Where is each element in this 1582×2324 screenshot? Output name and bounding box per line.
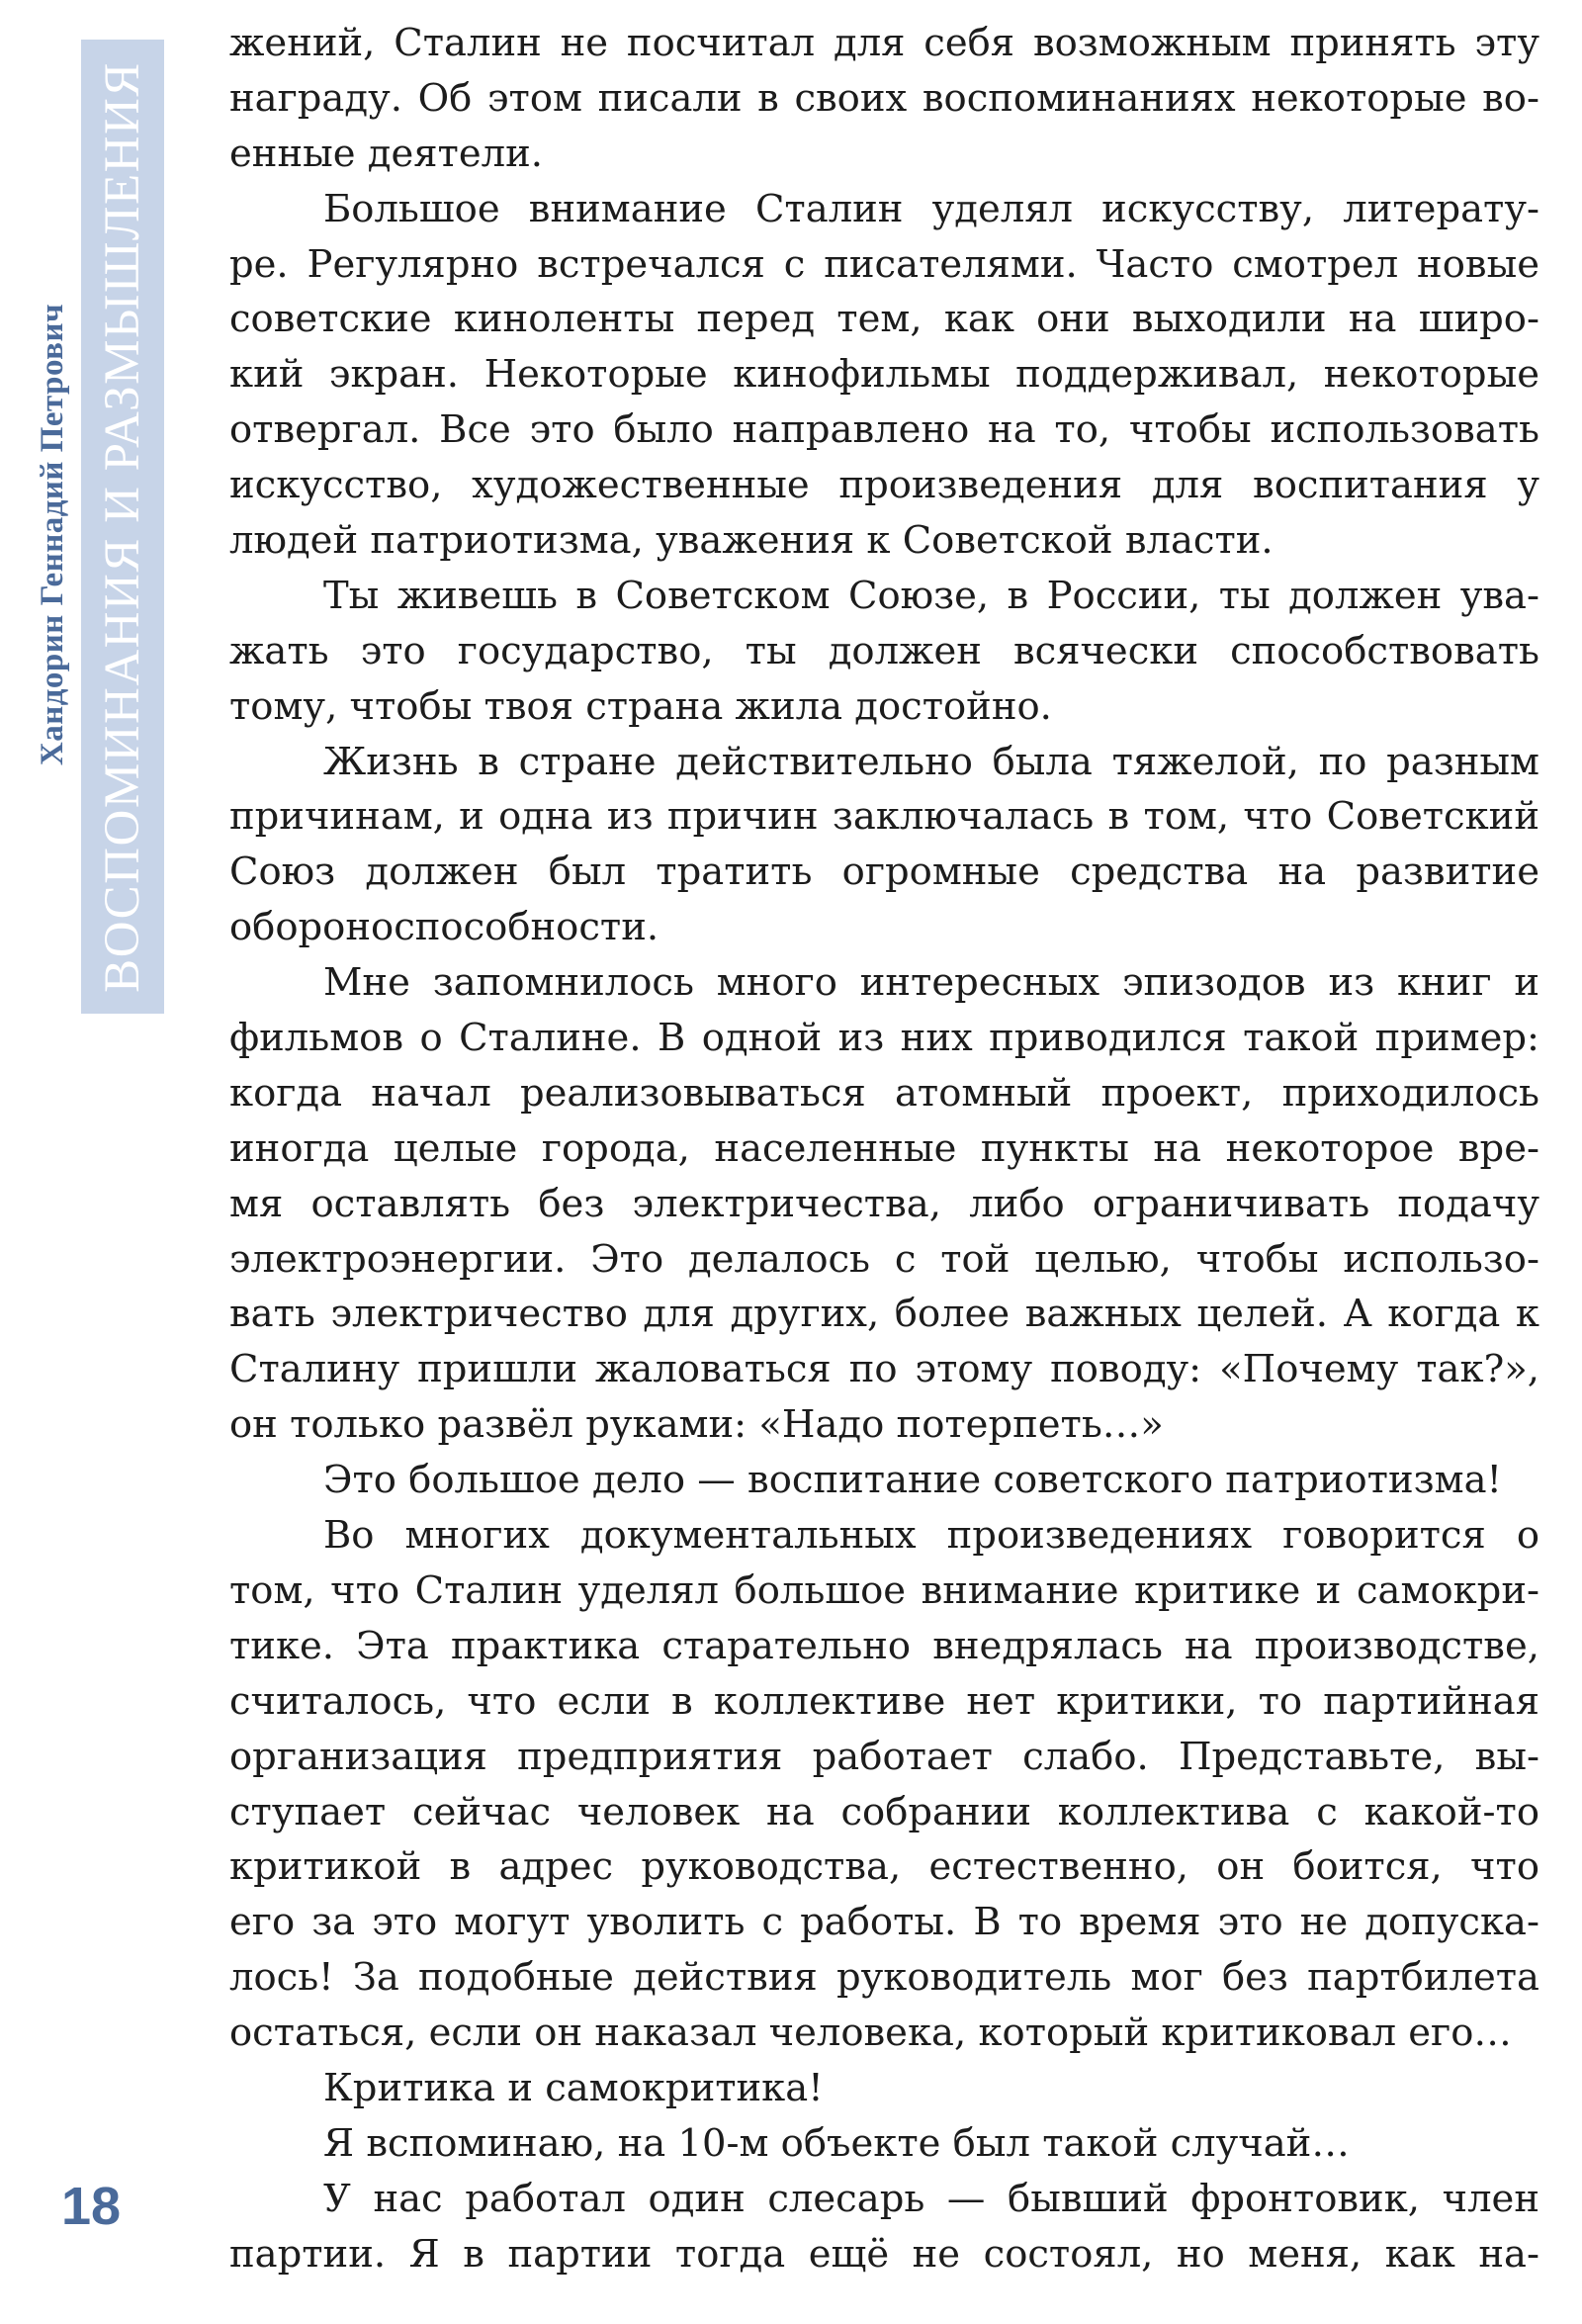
text-line: Союз должен был тратить огромные средства на развитие xyxy=(229,849,1539,895)
text-line: Ты живешь в Советском Союзе, в России, ты должен ува- xyxy=(323,573,1539,618)
text-line: партии. Я в партии тогда ещё не состоял, но меня, как на- xyxy=(229,2231,1539,2277)
text-line: Мне запомнилось много интересных эпизодов из книг и xyxy=(323,960,1539,1006)
text-line: он только развёл руками: «Надо потерпеть…» xyxy=(229,1402,1164,1448)
text-line: обороноспособности. xyxy=(229,905,659,950)
text-line: тике. Эта практика старательно внедрялась на производстве, xyxy=(229,1623,1539,1668)
text-line: ступает сейчас человек на собрании коллектива с какой-то xyxy=(229,1789,1539,1834)
text-line: вать электричество для других, более важных целей. А когда к xyxy=(229,1292,1539,1337)
text-line: организация предприятия работает слабо. Представьте, вы- xyxy=(229,1734,1539,1779)
text-line: искусство, художественные произведения для воспитания у xyxy=(229,463,1539,508)
text-line: иногда целые города, населенные пункты на некоторое вре- xyxy=(229,1125,1539,1171)
paragraph xyxy=(229,16,1539,182)
text-line: жать это государство, ты должен всячески способствовать xyxy=(229,628,1539,673)
text-line: Я вспоминаю, на 10-м объекте был такой случай… xyxy=(323,2120,1350,2166)
text-line: критикой в адрес руководства, естественно, он боится, что xyxy=(229,1844,1539,1890)
text-line: людей патриотизма, уважения к Советской власти. xyxy=(229,518,1274,564)
paragraph xyxy=(229,955,1539,1453)
text-line: Сталину пришли жаловаться по этому поводу: «Почему так?», xyxy=(229,1347,1539,1392)
text-line: жений, Сталин не посчитал для себя возможным принять эту xyxy=(229,21,1539,65)
paragraph xyxy=(229,182,1539,569)
series-title: ВОСПОМИНАНИЯ И РАЗМЫШЛЕНИЯ xyxy=(95,60,151,993)
text-line: кий экран. Некоторые кинофильмы поддерживал, некоторые xyxy=(229,352,1539,398)
text-line: когда начал реализовываться атомный проект, приходилось xyxy=(229,1070,1539,1116)
paragraph xyxy=(229,1453,1539,1508)
text-line: мя оставлять без электричества, либо ограничивать подачу xyxy=(229,1181,1539,1226)
text-line: Критика и самокритика! xyxy=(323,2065,824,2110)
running-head-author xyxy=(18,40,89,1028)
text-line: остаться, если он наказал человека, который критиковал его… xyxy=(229,2011,1512,2056)
text-line: Это большое дело — воспитание советского патриотизма! xyxy=(323,1458,1502,1503)
text-line: Большое внимание Сталин уделял искусству, литерату- xyxy=(323,186,1539,231)
author-name: Хандорин Геннадий Петрович xyxy=(35,303,71,765)
paragraph xyxy=(229,735,1539,956)
text-line: том, что Сталин уделял большое внимание критике и самокри- xyxy=(229,1567,1539,1613)
paragraph xyxy=(229,2172,1539,2282)
text-line: Во многих документальных произведениях говорится о xyxy=(323,1513,1539,1559)
paragraph xyxy=(229,2061,1539,2116)
text-line: советские киноленты перед тем, как они выходили на широ- xyxy=(229,297,1539,342)
text-line: награду. Об этом писали в своих воспоминаниях некоторые во- xyxy=(229,75,1539,121)
text-line: ре. Регулярно встречался с писателями. Часто смотрел новые xyxy=(229,241,1539,287)
body-text xyxy=(229,16,1539,2282)
text-line: причинам, и одна из причин заключалась в том, что Советский xyxy=(229,794,1539,840)
text-line: считалось, что если в коллективе нет критики, то партийная xyxy=(229,1678,1539,1724)
paragraph xyxy=(229,2116,1539,2172)
text-line: Жизнь в стране действительно была тяжелой, по разным xyxy=(323,739,1539,784)
text-line: фильмов о Сталине. В одной из них приводился такой пример: xyxy=(229,1016,1539,1061)
text-line: его за это могут уволить с работы. В то время это не допуска- xyxy=(229,1900,1539,1945)
text-line: енные деятели. xyxy=(229,131,543,176)
text-line: отвергал. Все это было направлено на то, чтобы использовать xyxy=(229,407,1539,453)
paragraph xyxy=(229,569,1539,735)
text-line: электроэнергии. Это делалось с той целью, чтобы использо- xyxy=(229,1236,1539,1282)
paragraph xyxy=(229,1508,1539,2061)
text-line: лось! За подобные действия руководитель мог без партбилета xyxy=(229,1955,1539,2001)
page-number: 18 xyxy=(61,2177,122,2236)
running-head-series-band xyxy=(81,40,164,1014)
text-line: У нас работал один слесарь — бывший фронтовик, член xyxy=(323,2176,1539,2221)
text-line: тому, чтобы твоя страна жила достойно. xyxy=(229,683,1052,729)
